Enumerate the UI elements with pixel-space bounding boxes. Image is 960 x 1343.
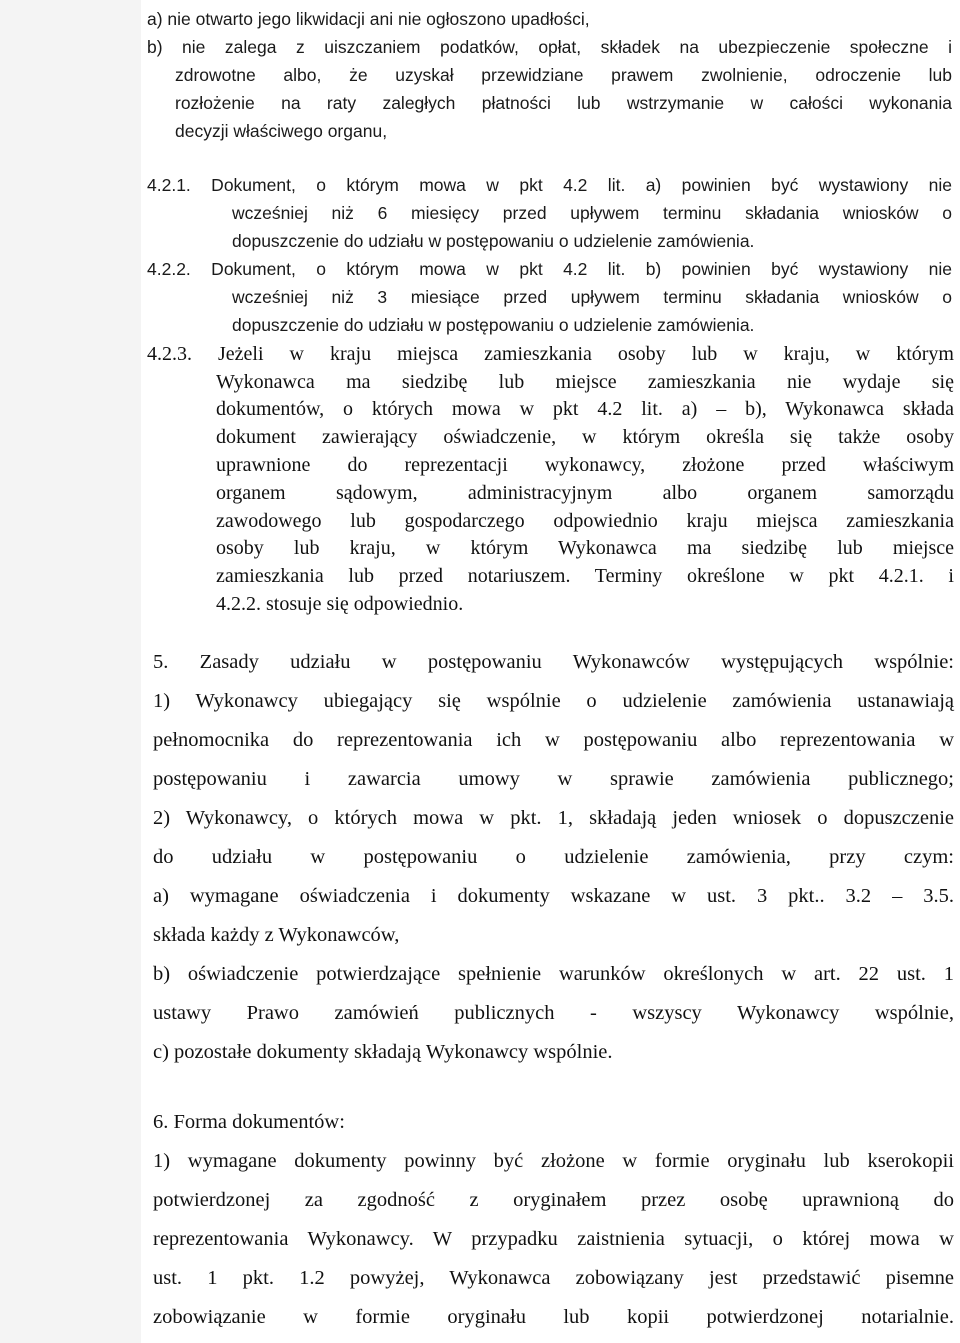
section-text: c) pozostałe dokumenty składają Wykonawcy wspólnie. [153,1041,613,1063]
section-text: postępowaniu i zawarcia umowy w sprawie zamówienia publicznego; [153,768,954,790]
clause-text: osoby lub kraju, w którym Wykonawca ma siedzibę lub miejsce [216,537,954,559]
section-text: potwierdzonej za zgodność z oryginałem przez osobę uprawnioną do [153,1189,954,1211]
clause-text: 4.2.1. Dokument, o którym mowa w pkt 4.2 lit. a) powinien być wystawiony nie [147,175,952,195]
section-text: ust. 1 pkt. 1.2 powyżej, Wykonawca zobowiązany jest przedstawić pisemne [153,1267,954,1289]
section-text: pełnomocnika do reprezentowania ich w postępowaniu albo reprezentowania w [153,729,954,751]
section-text: ustawy Prawo zamówień publicznych - wszyscy Wykonawcy wspólnie, [153,1002,954,1024]
clause-text: wcześniej niż 3 miesiące przed upływem terminu składania wniosków o [232,287,952,307]
clause-text: dopuszczenie do udziału w postępowaniu o udzielenie zamówienia. [232,315,755,335]
clause-text: 4.2.2. Dokument, o którym mowa w pkt 4.2 lit. b) powinien być wystawiony nie [147,259,952,279]
section-heading: 6. Forma dokumentów: [153,1111,345,1133]
clause-text: dokumentów, o których mowa w pkt 4.2 lit. a) – b), Wykonawca składa [216,398,954,420]
clause-text: 4.2.2. stosuje się odpowiednio. [216,593,464,615]
clause-text: dokument zawierający oświadczenie, w którym określa się także osoby [216,426,954,448]
list-item-b: b) nie zalega z uiszczaniem podatków, opłat, składek na ubezpieczenie społeczne i [147,37,952,57]
clause-text: uprawnione do reprezentacji wykonawcy, złożone przed właściwym [216,454,954,476]
section-text: 1) Wykonawcy ubiegający się wspólnie o udzielenie zamówienia ustanawiają [153,690,954,712]
clause-text: zawodowego lub gospodarczego odpowiednio kraju miejsca zamieszkania [216,510,954,532]
section-text: 2) Wykonawcy, o których mowa w pkt. 1, składają jeden wniosek o dopuszczenie [153,807,954,829]
section-text: 1) wymagane dokumenty powinny być złożone w formie oryginału lub kserokopii [153,1150,954,1172]
clause-text: zamieszkania lub przed notariuszem. Terminy określone w pkt 4.2.1. i [216,565,954,587]
section-text: reprezentowania Wykonawcy. W przypadku zaistnienia sytuacji, o której mowa w [153,1228,954,1250]
clause-text: organem sądowym, administracyjnym albo organem samorządu [216,482,954,504]
section-heading: 5. Zasady udziału w postępowaniu Wykonawców występujących wspólnie: [153,651,954,673]
clause-text: Wykonawca ma siedzibę lub miejsce zamieszkania nie wydaje się [216,371,954,393]
list-item-b-continued: zdrowotne albo, że uzyskał przewidziane prawem zwolnienie, odroczenie lub [175,65,952,85]
page-margin [0,0,141,1343]
clause-text: dopuszczenie do udziału w postępowaniu o udzielenie zamówienia. [232,231,755,251]
section-text: a) wymagane oświadczenia i dokumenty wskazane w ust. 3 pkt.. 3.2 – 3.5. [153,885,954,907]
list-item-b-continued: rozłożenie na raty zaległych płatności lub wstrzymanie w całości wykonania [175,93,952,113]
list-item-b-continued: decyzji właściwego organu, [175,121,388,141]
list-item-a: a) nie otwarto jego likwidacji ani nie ogłoszono upadłości, [147,9,590,29]
section-text: składa każdy z Wykonawców, [153,924,400,946]
clause-text: wcześniej niż 6 miesięcy przed upływem terminu składania wniosków o [232,203,952,223]
section-text: zobowiązanie w formie oryginału lub kopii potwierdzonej notarialnie. [153,1306,954,1328]
clause-text: 4.2.3. Jeżeli w kraju miejsca zamieszkania osoby lub w kraju, w którym [147,343,954,365]
section-text: b) oświadczenie potwierdzające spełnienie warunków określonych w art. 22 ust. 1 [153,963,954,985]
section-text: do udziału w postępowaniu o udzielenie zamówienia, przy czym: [153,846,954,868]
